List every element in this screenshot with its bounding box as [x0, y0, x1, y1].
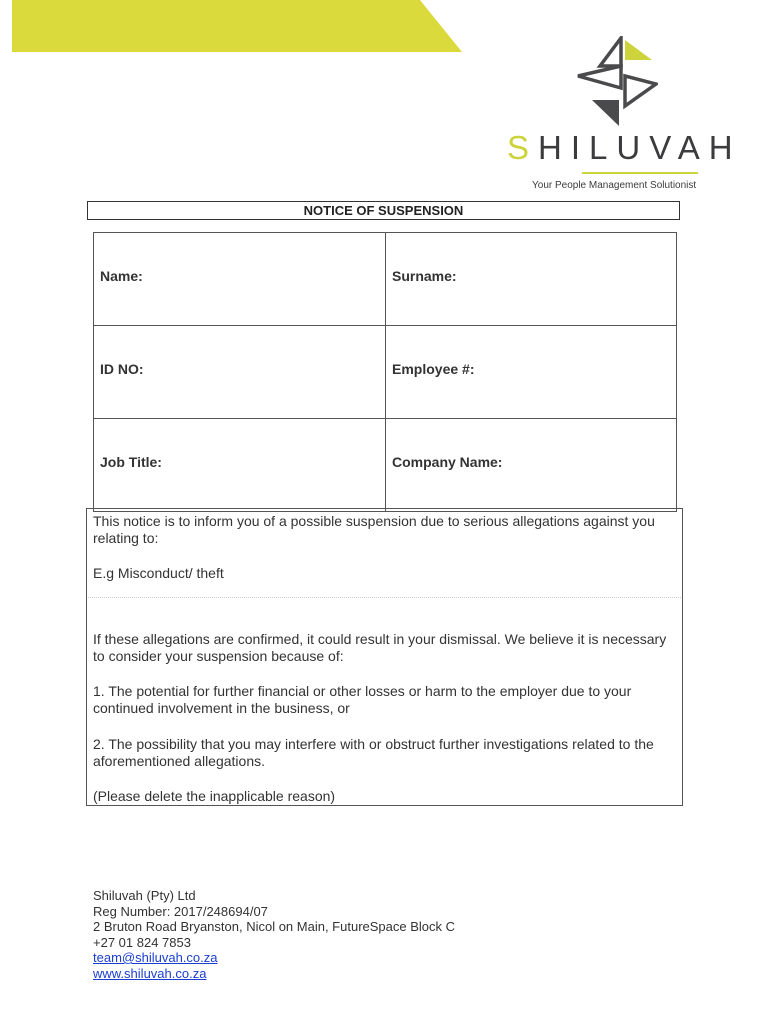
table-row: [94, 326, 677, 419]
delete-note: (Please delete the inapplicable reason): [93, 788, 336, 804]
reason-two: 2. The possibility that you may interfere with or obstruct further investigations related to the aforementioned allegations.: [93, 736, 654, 769]
footer-email-link[interactable]: team@shiluvah.co.za: [93, 950, 218, 965]
brand-name: [507, 128, 747, 168]
table-row: [94, 419, 677, 512]
banner-shape: [12, 0, 462, 52]
allegation-example[interactable]: E.g Misconduct/ theft: [93, 565, 224, 581]
brand-tagline: Your People Management Solutionist: [532, 180, 697, 191]
surname-field[interactable]: Surname:: [386, 233, 677, 326]
employee-number-field[interactable]: Employee #:: [386, 326, 677, 419]
table-row: [94, 233, 677, 326]
employee-details-table: [93, 232, 677, 512]
footer-company: Shiluvah (Pty) Ltd: [93, 888, 196, 903]
footer-address: 2 Bruton Road Bryanston, Nicol on Main, FutureSpace Block C: [93, 919, 456, 934]
notice-consequence: If these allegations are confirmed, it could result in your dismissal. We believe it is necessary to consider your suspension because of:: [93, 631, 667, 664]
footer-phone: +27 01 824 7853: [93, 934, 191, 950]
reason-one: 1. The potential for further financial or other losses or harm to the employer due to your continued involvement in the business, or: [93, 683, 632, 716]
brand-name-rest: HILUVAH: [538, 129, 742, 166]
name-field[interactable]: Name:: [94, 233, 386, 326]
footer-website-link[interactable]: www.shiluvah.co.za: [93, 965, 207, 981]
shiluvah-logo-icon: [576, 36, 658, 128]
notice-body: [86, 508, 683, 806]
job-title-field[interactable]: Job Title:: [94, 419, 386, 512]
company-name-field[interactable]: Company Name:: [386, 419, 677, 512]
brand-name-first-letter: S: [507, 129, 539, 166]
brand-underline: [582, 172, 698, 174]
notice-title: NOTICE OF SUSPENSION: [87, 201, 680, 220]
divider: [88, 597, 681, 598]
id-no-field[interactable]: ID NO:: [94, 326, 386, 419]
notice-intro: This notice is to inform you of a possible suspension due to serious allegations against you relating to:: [93, 513, 655, 546]
footer: [93, 888, 455, 981]
footer-reg-number: Reg Number: 2017/248694/07: [93, 903, 268, 919]
